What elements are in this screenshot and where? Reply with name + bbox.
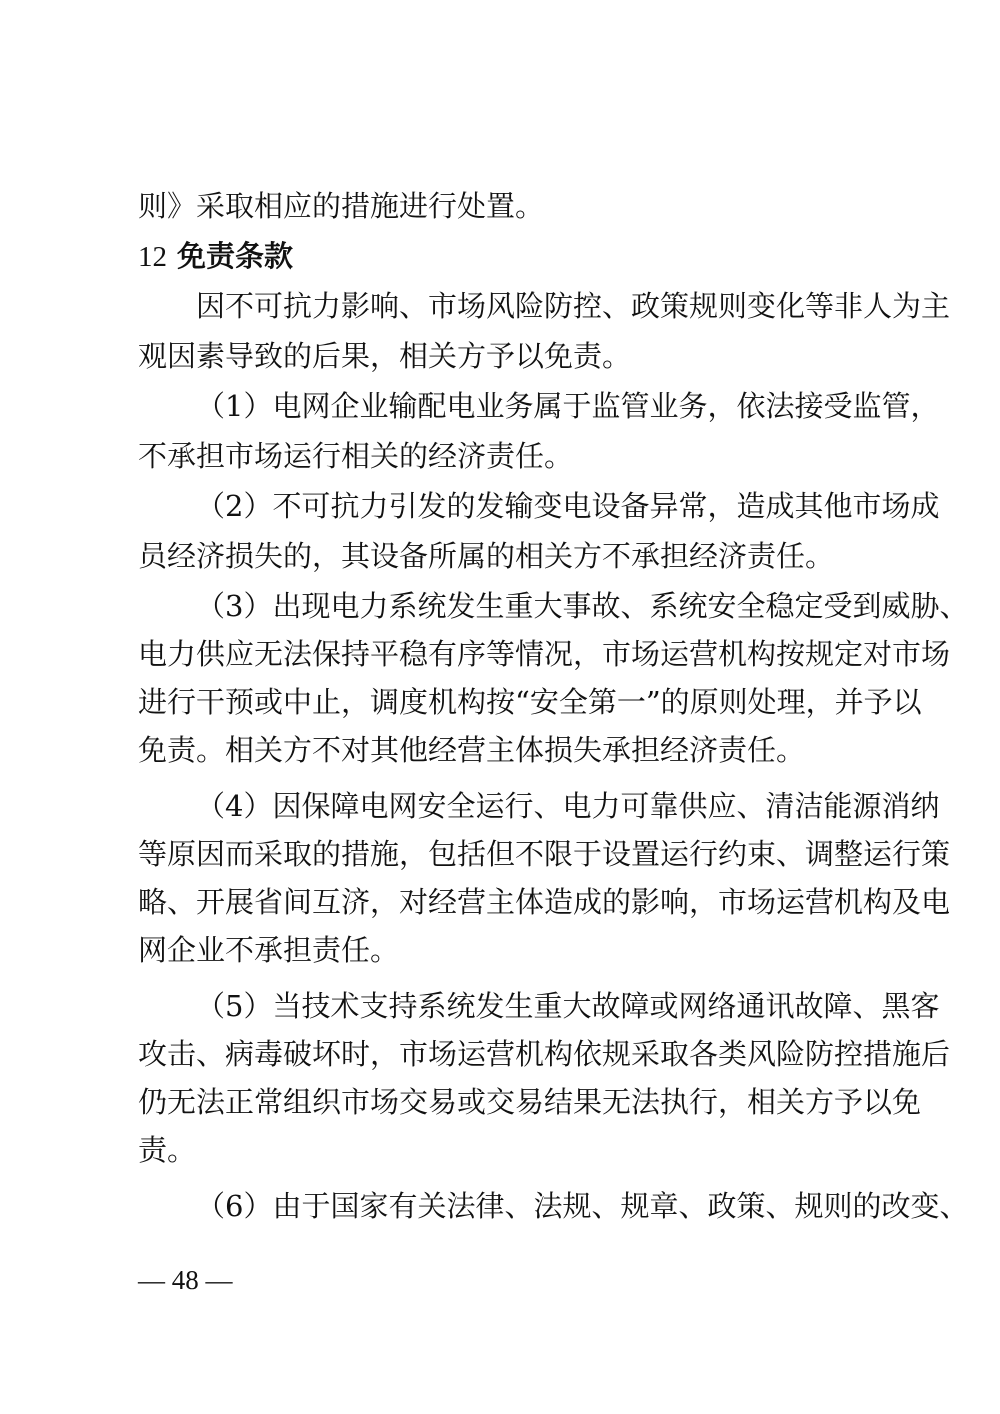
paragraph-line: （5）当技术支持系统发生重大故障或网络通讯故障、黑客 [196,989,940,1023]
paragraph-line: 责。 [138,1133,197,1167]
paragraph-line: 员经济损失的，其设备所属的相关方不承担经济责任。 [138,539,835,573]
paragraph-line: 因不可抗力影响、市场风险防控、政策规则变化等非人为主 [196,289,951,323]
paragraph-line: （1）电网企业输配电业务属于监管业务，依法接受监管， [196,389,940,423]
paragraph-line: 进行干预或中止，调度机构按“安全第一”的原则处理，并予以 [138,685,922,719]
continuation-line: 则》采取相应的措施进行处置。 [138,189,545,223]
paragraph-line: 观因素导致的后果，相关方予以免责。 [138,339,632,373]
paragraph-line: （2）不可抗力引发的发输变电设备异常，造成其他市场成 [196,489,940,523]
paragraph-line: （4）因保障电网安全运行、电力可靠供应、清洁能源消纳 [196,789,940,823]
page-number: — 48 — [138,1265,233,1295]
section-title: 免责条款 [177,239,294,273]
paragraph-line: 不承担市场运行相关的经济责任。 [138,439,574,473]
paragraph-line: 免责。相关方不对其他经营主体损失承担经济责任。 [138,733,806,767]
paragraph-line: 攻击、病毒破坏时，市场运营机构依规采取各类风险防控措施后 [138,1037,951,1071]
paragraph-line: （3）出现电力系统发生重大事故、系统安全稳定受到威胁、 [196,589,969,623]
paragraph-line: 等原因而采取的措施，包括但不限于设置运行约束、调整运行策 [138,837,951,871]
section-heading [138,236,878,276]
paragraph-line: （6）由于国家有关法律、法规、规章、政策、规则的改变、 [196,1189,969,1223]
section-number: 12 [138,241,167,273]
paragraph-line: 仍无法正常组织市场交易或交易结果无法执行，相关方予以免 [138,1085,922,1119]
paragraph-line: 网企业不承担责任。 [138,933,400,967]
paragraph-line: 电力供应无法保持平稳有序等情况，市场运营机构按规定对市场 [138,637,951,671]
paragraph-line: 略、开展省间互济，对经营主体造成的影响，市场运营机构及电 [138,885,951,919]
